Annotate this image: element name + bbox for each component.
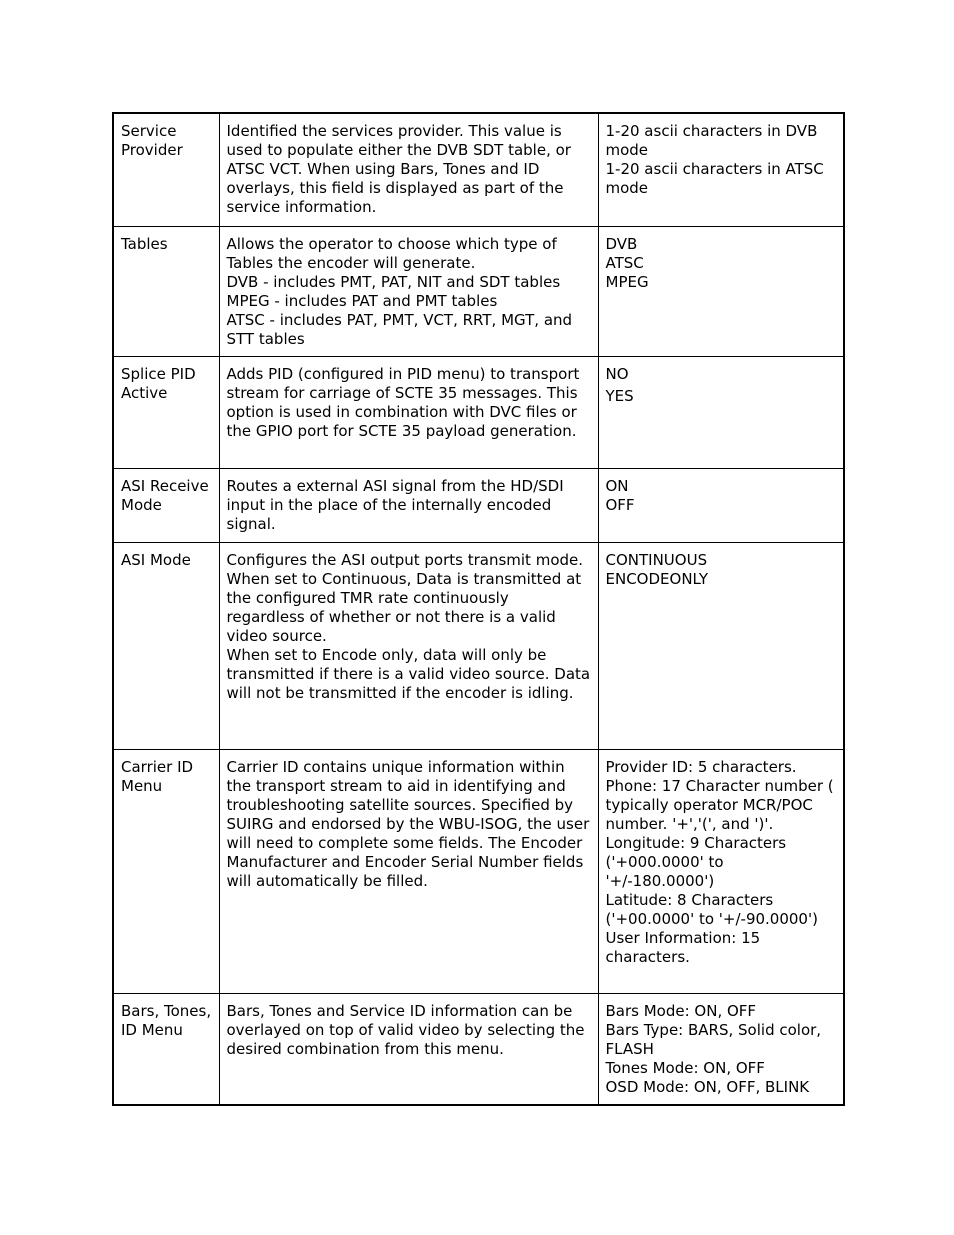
- value-option: Provider ID: 5 characters.: [605, 757, 797, 776]
- description-cell: [219, 226, 598, 356]
- description-cell: [219, 356, 598, 468]
- description-text: MPEG - includes PAT and PMT tables: [226, 291, 498, 310]
- description-text: Bars, Tones and Service ID information can be overlayed on top of valid video by selecting the desired combination from this menu.: [226, 1001, 585, 1058]
- parameter-name-cell: [113, 468, 219, 542]
- value-option: Bars Mode: ON, OFF: [605, 1001, 757, 1020]
- description-text: When set to Encode only, data will only be transmitted if there is a valid video source. Data will not be transmitted if the encoder is idling.: [226, 645, 591, 702]
- description-text: Routes a external ASI signal from the HD/SDI input in the place of the internally encoded signal.: [226, 476, 564, 533]
- description-text: Configures the ASI output ports transmit mode.: [226, 550, 584, 569]
- value-option: Phone: 17 Character number ( typically operator MCR/POC number. '+','(', and ')'.: [605, 776, 834, 833]
- parameter-name: ASI Receive Mode: [121, 476, 209, 514]
- value-option: ON: [605, 476, 629, 495]
- table-row: [113, 749, 844, 993]
- value-option: Longitude: 9 Characters ('+000.0000' to '+/-180.0000'): [605, 833, 787, 890]
- parameter-name: Splice PID Active: [121, 364, 196, 402]
- parameter-name-cell: [113, 542, 219, 749]
- description-cell: [219, 993, 598, 1105]
- value-option: 1-20 ascii characters in DVB mode: [605, 122, 818, 159]
- parameter-name: Service Provider: [121, 122, 183, 159]
- parameter-name-cell: [113, 226, 219, 356]
- description-text: When set to Continuous, Data is transmitted at the configured TMR rate continuously regardless of whether or not there is a valid video source.: [226, 569, 582, 645]
- parameter-name: ASI Mode: [121, 550, 191, 569]
- value-option: ENCODEONLY: [605, 569, 709, 588]
- value-option: ATSC: [605, 253, 644, 272]
- description-text: Allows the operator to choose which type of Tables the encoder will generate.: [226, 234, 557, 272]
- description-cell: [219, 542, 598, 749]
- values-cell: [598, 113, 844, 226]
- values-cell: [598, 542, 844, 749]
- table-row: [113, 542, 844, 749]
- description-text: DVB - includes PMT, PAT, NIT and SDT tables: [226, 272, 561, 291]
- description-cell: [219, 468, 598, 542]
- description-cell: [219, 749, 598, 993]
- value-option: MPEG: [605, 272, 649, 291]
- parameter-name-cell: [113, 993, 219, 1105]
- values-cell: [598, 356, 844, 468]
- parameter-name: Bars, Tones, ID Menu: [121, 1001, 212, 1039]
- values-cell: [598, 749, 844, 993]
- value-option: OFF: [605, 495, 635, 514]
- table-row: [113, 113, 844, 226]
- description-cell: [219, 113, 598, 226]
- values-cell: [598, 226, 844, 356]
- value-option: YES: [605, 386, 634, 405]
- value-option: User Information: 15 characters.: [605, 928, 761, 966]
- parameter-table: [112, 112, 845, 1106]
- table-row: [113, 356, 844, 468]
- parameter-name-cell: [113, 749, 219, 993]
- parameter-name-cell: [113, 356, 219, 468]
- values-cell: [598, 468, 844, 542]
- value-option: NO: [605, 364, 629, 383]
- description-text: Adds PID (configured in PID menu) to transport stream for carriage of SCTE 35 messages. This option is used in combination with DVC files or the GPIO port for SCTE 35 payload generation.: [226, 364, 580, 440]
- table-row: [113, 993, 844, 1105]
- parameter-name: Carrier ID Menu: [121, 757, 194, 795]
- value-option: CONTINUOUS: [605, 550, 708, 569]
- table-row: [113, 226, 844, 356]
- value-option: Bars Type: BARS, Solid color, FLASH: [605, 1020, 822, 1058]
- description-text: Carrier ID contains unique information within the transport stream to aid in identifying and troubleshooting satellite sources. Specified by SUIRG and endorsed by the WBU-ISOG, the user will need to complete some fields. The Encoder Manufacturer and Encoder Serial Number fields will automatically be filled.: [226, 757, 590, 890]
- value-option: 1-20 ascii characters in ATSC mode: [605, 160, 824, 197]
- description-text: ATSC - includes PAT, PMT, VCT, RRT, MGT, and STT tables: [226, 310, 573, 348]
- parameter-name-cell: [113, 113, 219, 226]
- values-cell: [598, 993, 844, 1105]
- value-option: DVB: [605, 234, 638, 253]
- parameter-name: Tables: [121, 234, 168, 253]
- table-row: [113, 468, 844, 542]
- value-option: Tones Mode: ON, OFF: [605, 1058, 765, 1077]
- description-text: Identified the services provider. This value is used to populate either the DVB SDT table, or ATSC VCT. When using Bars, Tones and ID overlays, this field is displayed as part of the service information.: [226, 122, 571, 216]
- value-option: OSD Mode: ON, OFF, BLINK: [605, 1077, 810, 1096]
- value-option: Latitude: 8 Characters ('+00.0000' to '+/-90.0000'): [605, 890, 818, 928]
